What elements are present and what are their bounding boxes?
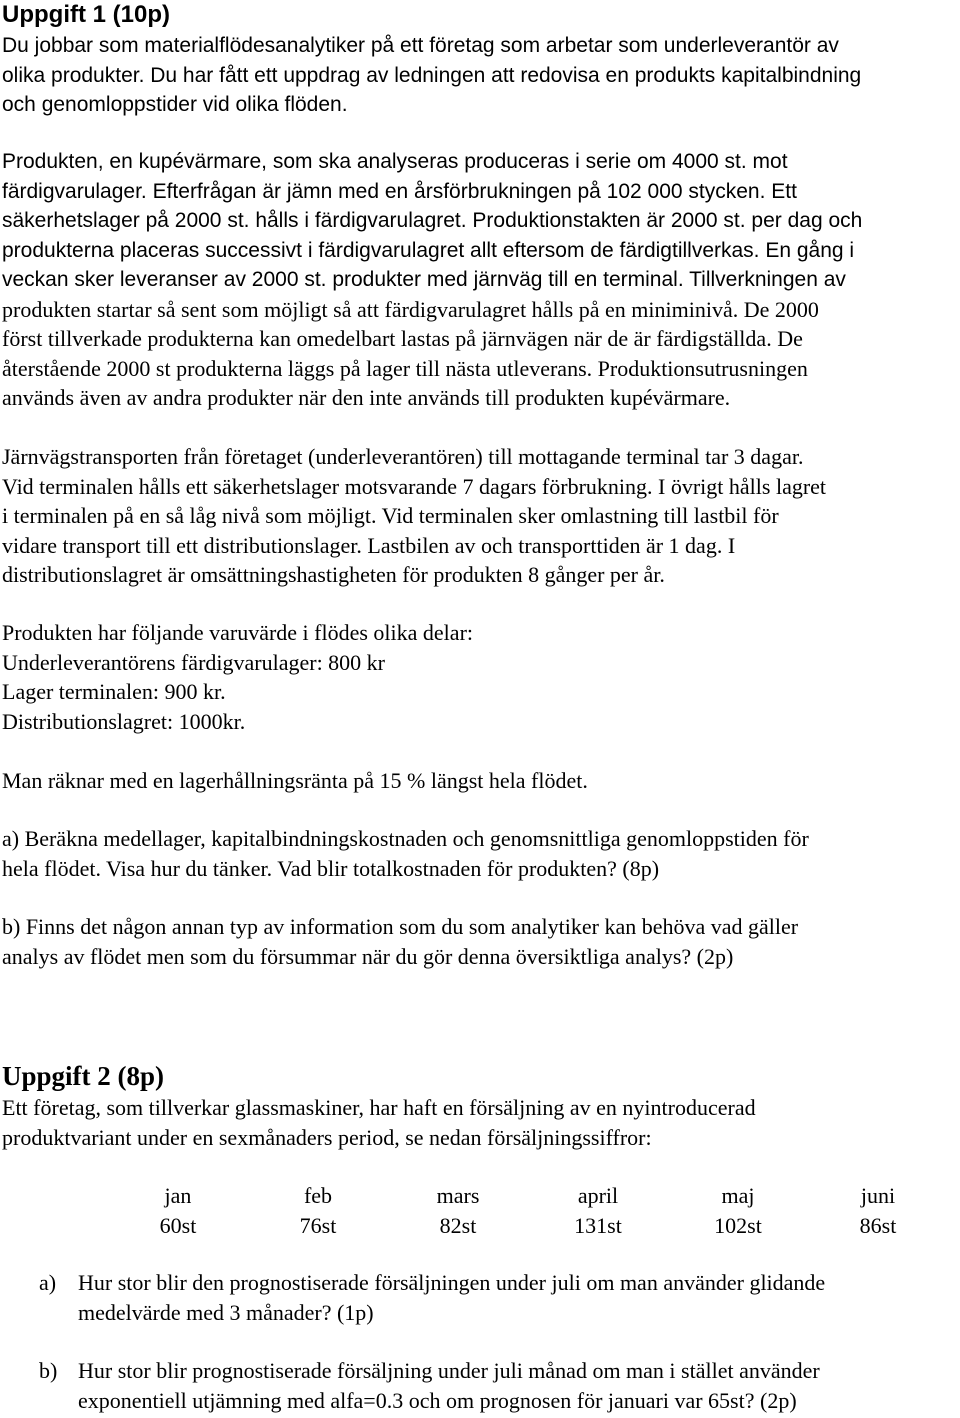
task1-question-b-line: b) Finns det någon annan typ av information som du som analytiker kan behöva vad gäller [2, 914, 799, 939]
month-cell: jan [164, 1183, 192, 1208]
task1-question-a [2, 824, 952, 883]
sales-cell: 86st [859, 1213, 897, 1238]
task1-interest-paragraph [2, 766, 952, 796]
task1-value-line: Lager terminalen: 900 kr. [2, 679, 226, 704]
task1-intro-line: Du jobbar som materialflödesanalytiker på ett företag som arbetar som underleverantör av [2, 34, 839, 57]
sales-cell: 60st [159, 1213, 197, 1238]
question-line: Hur stor blir prognostiserade försäljning under juli månad om man i stället använder [78, 1358, 820, 1383]
task1-product-line: produkterna placeras successivt i färdigvarulagret allt eftersom de färdigtillverkas. En gång i [2, 238, 855, 262]
question-line: Hur stor blir den prognostiserade försäljningen under juli om man använder glidande [78, 1270, 826, 1295]
task2-question-b [2, 1356, 952, 1415]
month-cell: april [577, 1183, 619, 1208]
task1-product-line: används även av andra produkter när den inte används till produkten kupévärmare. [2, 385, 731, 410]
sales-table [108, 1181, 948, 1241]
task1-value-line: Produkten har följande varuvärde i flödes olika delar: [2, 620, 474, 645]
task1-product-line: först tillverkade produkterna kan omedelbart lastas på järnvägen när de är färdigställda. De [2, 326, 803, 351]
task1-product-paragraph [2, 147, 952, 413]
sales-cell: 102st [714, 1213, 762, 1238]
task1-question-a-line: a) Beräkna medellager, kapitalbindningskostnaden och genomsnittliga genomloppstiden för [2, 826, 809, 851]
task1-value-line: Underleverantörens färdigvarulager: 800 kr [2, 649, 386, 675]
task2-question [2, 1268, 952, 1327]
sales-cell: 131st [574, 1213, 622, 1238]
task1-intro-line: och genomloppstider vid olika flöden. [2, 93, 348, 116]
sales-cell: 76st [299, 1213, 337, 1238]
task1-value-paragraph [2, 618, 952, 736]
sales-table-value-row [108, 1211, 948, 1241]
task1-question-a-line: hela flödet. Visa hur du tänker. Vad blir totalkostnaden för produkten? (8p) [2, 855, 660, 881]
task1-transport-paragraph [2, 442, 952, 590]
question-line: exponentiell utjämning med alfa=0.3 och om prognosen för januari var 65st? (2p) [78, 1387, 797, 1413]
task1-product-line: säkerhetslager på 2000 st. hålls i färdigvarulagret. Produktionstakten är 2000 st. per dag och [2, 209, 863, 232]
task1-heading: Uppgift 1 (10p) [2, 1, 170, 28]
task1-transport-line: distributionslagret är omsättningshastigheten för produkten 8 gånger per år. [2, 562, 665, 587]
task1-transport-line: vidare transport till ett distributionslager. Lastbilen av och transporttiden är 1 dag. I [2, 532, 736, 558]
task2-question-a [2, 1268, 952, 1327]
task1-product-line: Produkten, en kupévärmare, som ska analyseras produceras i serie om 4000 st. mot [2, 150, 788, 173]
task2-question [2, 1356, 952, 1415]
month-cell: mars [436, 1183, 480, 1208]
month-cell: feb [303, 1183, 333, 1208]
task1-intro-line: olika produkter. Du har fått ett uppdrag av ledningen att redovisa en produkts kapitalbindning [2, 63, 862, 87]
task1-interest-line: Man räknar med en lagerhållningsränta på 15 % längst hela flödet. [2, 768, 588, 793]
month-cell: juni [860, 1183, 896, 1208]
task1-transport-line: Vid terminalen hålls ett säkerhetslager motsvarande 7 dagars förbrukning. I övrigt hålls lagret [2, 473, 827, 499]
task2-intro-line: Ett företag, som tillverkar glassmaskiner, har haft en försäljning av en nyintroducerad [2, 1095, 756, 1120]
task1-transport-line: Järnvägstransporten från företaget (underleverantören) till mottagande terminal tar 3 dagar. [2, 444, 804, 469]
task2-heading: Uppgift 2 (8p) [2, 1061, 165, 1091]
task1-question-b-line: analys av flödet men som du försummar när du gör denna översiktliga analys? (2p) [2, 943, 734, 969]
task1-transport-line: i terminalen på en så låg nivå som möjligt. Vid terminalen sker omlastning till lastbil för [2, 503, 779, 528]
sales-table-month-row [108, 1181, 948, 1211]
task1-intro [2, 31, 952, 120]
sales-cell: 82st [439, 1213, 477, 1238]
task1-product-line: produkten startar så sent som möjligt så att färdigvarulagret hålls på en miniminivå. De 2000 [2, 296, 819, 322]
task1-value-line: Distributionslagret: 1000kr. [2, 708, 246, 734]
task2-intro-line: produktvariant under en sexmånaders period, se nedan försäljningssiffror: [2, 1124, 652, 1150]
question-label: a) [39, 1270, 57, 1295]
task1-product-line: färdigvarulager. Efterfrågan är jämn med en årsförbrukningen på 102 000 stycken. Ett [2, 179, 797, 203]
task1-product-line: veckan sker leveranser av 2000 st. produkter med järnväg till en terminal. Tillverkningen av [2, 268, 846, 291]
task2-intro [2, 1093, 952, 1152]
task1-question-b [2, 912, 952, 971]
question-line: medelvärde med 3 månader? (1p) [78, 1299, 374, 1325]
question-label: b) [39, 1358, 58, 1383]
month-cell: maj [721, 1183, 755, 1208]
task1-product-line: återstående 2000 st produkterna läggs på lager till nästa utleverans. Produktionsutrusningen [2, 355, 808, 381]
